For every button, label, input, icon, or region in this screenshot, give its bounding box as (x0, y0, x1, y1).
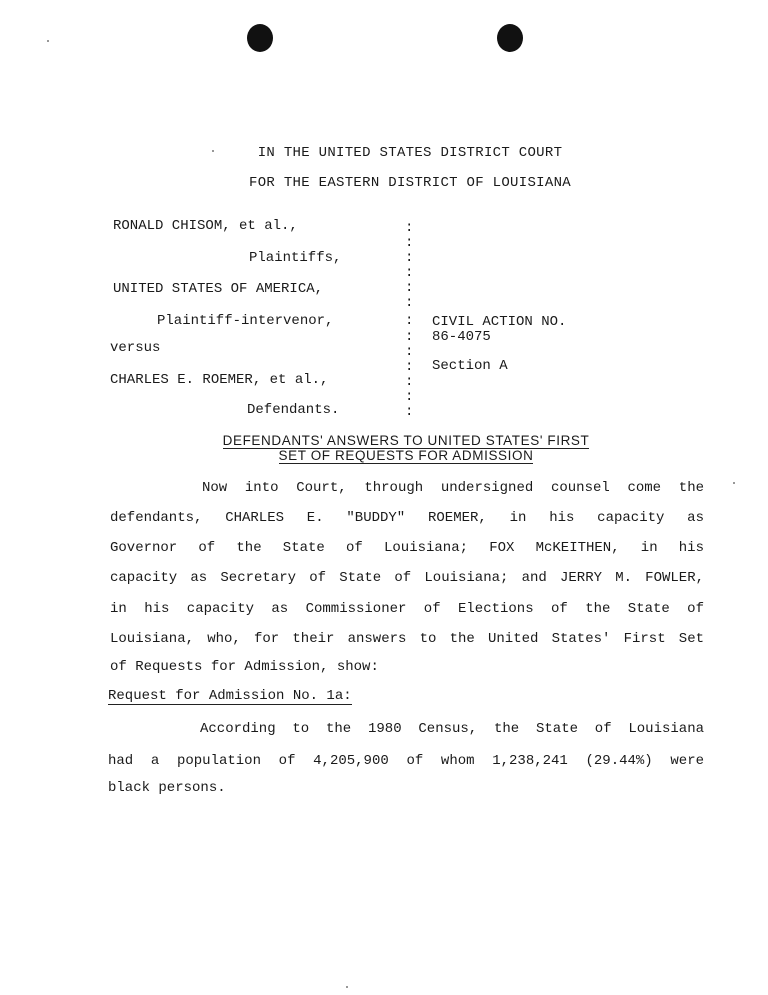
defendant-name: CHARLES E. ROEMER, et al., (110, 372, 329, 388)
caption-separator: : (405, 313, 414, 329)
court-name-line2: FOR THE EASTERN DISTRICT OF LOUISIANA (249, 175, 571, 191)
plaintiff-role: Plaintiffs, (249, 250, 342, 266)
intro-paragraph-line: defendants, CHARLES E. "BUDDY" ROEMER, in his capacity as (110, 510, 704, 526)
intervenor-role: Plaintiff-intervenor, (157, 313, 334, 329)
defendant-role: Defendants. (247, 402, 340, 418)
intro-paragraph-line: of Requests for Admission, show: (110, 659, 379, 675)
caption-separator: : (405, 389, 414, 405)
answer-paragraph-line: According to the 1980 Census, the State of Louisiana (200, 721, 704, 737)
civil-action-number: 86-4075 (432, 329, 491, 345)
intro-paragraph-line: in his capacity as Commissioner of Elections of the State of (110, 601, 704, 617)
civil-action-label: CIVIL ACTION NO. (432, 314, 567, 330)
request-heading: Request for Admission No. 1a: (108, 688, 352, 704)
punch-hole-right (497, 24, 523, 52)
caption-separator: : (405, 329, 414, 345)
plaintiff-name: RONALD CHISOM, et al., (113, 218, 298, 234)
caption-separator: : (405, 280, 414, 296)
versus-label: versus (110, 340, 161, 356)
caption-separator: : (405, 265, 414, 281)
caption-separator: : (405, 344, 414, 360)
caption-separator: : (405, 374, 414, 390)
scan-speck (733, 482, 735, 484)
court-name-line1: IN THE UNITED STATES DISTRICT COURT (257, 145, 563, 161)
punch-hole-left (247, 24, 273, 52)
scan-speck (47, 40, 49, 42)
intervenor-name: UNITED STATES OF AMERICA, (113, 281, 324, 297)
intro-paragraph-line: Now into Court, through undersigned counsel come the (202, 480, 704, 496)
caption-separator: : (405, 250, 414, 266)
caption-separator: : (405, 295, 414, 311)
document-title-line2: SET OF REQUESTS FOR ADMISSION (278, 448, 534, 463)
section-label: Section A (432, 358, 508, 374)
caption-separator: : (405, 235, 414, 251)
intro-paragraph-line: Louisiana, who, for their answers to the United States' First Set (110, 631, 704, 647)
caption-separator: : (405, 404, 414, 420)
intro-paragraph-line: capacity as Secretary of State of Louisiana; and JERRY M. FOWLER, (110, 570, 704, 586)
caption-separator: : (405, 359, 414, 375)
answer-paragraph-line: black persons. (108, 780, 226, 796)
intro-paragraph-line: Governor of the State of Louisiana; FOX McKEITHEN, in his (110, 540, 704, 556)
caption-separator: : (405, 220, 414, 236)
answer-paragraph-line: had a population of 4,205,900 of whom 1,238,241 (29.44%) were (108, 753, 704, 769)
document-title-line1: DEFENDANTS' ANSWERS TO UNITED STATES' FIRST (222, 433, 590, 448)
scan-speck (346, 986, 348, 988)
